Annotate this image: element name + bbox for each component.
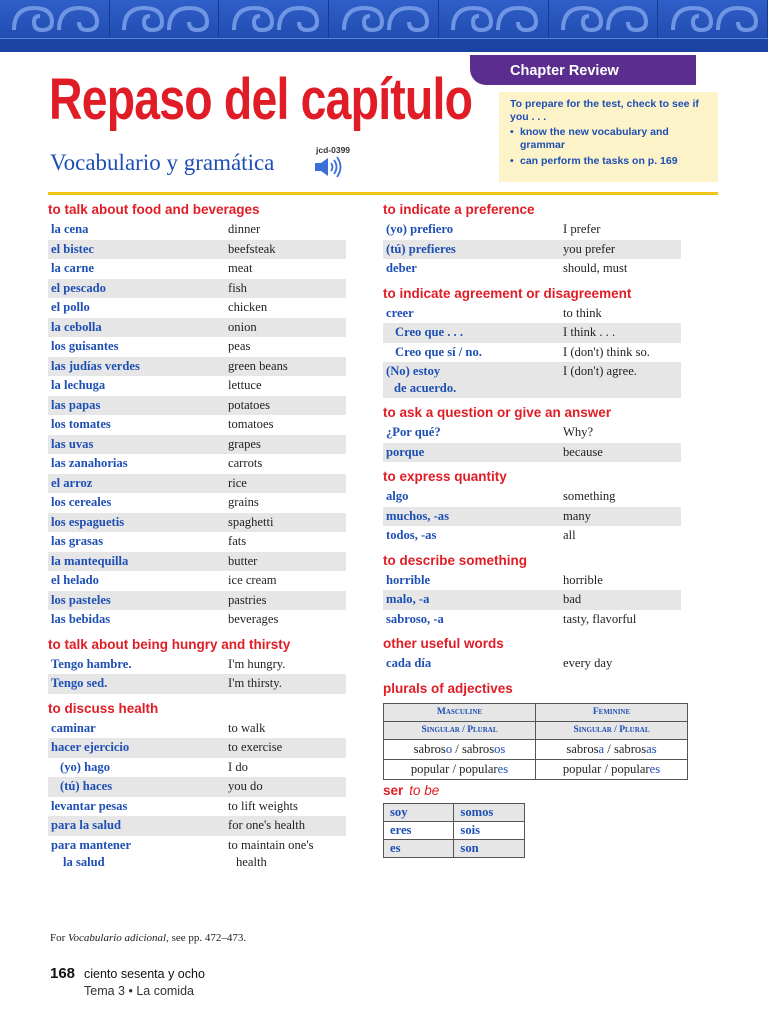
- footnote-italic: Vocabulario adicional,: [68, 932, 169, 944]
- vocab-row: [383, 526, 681, 546]
- section-heading-health: to discuss health: [48, 700, 159, 716]
- spanish-line: la salud: [63, 854, 105, 869]
- vocab-row: [383, 487, 681, 507]
- table-row: [384, 821, 525, 839]
- page-title: Repaso del capítulo: [49, 67, 473, 132]
- spanish-term: el bistec: [51, 241, 95, 256]
- spanish-term: las papas: [51, 397, 101, 412]
- vocab-row: [383, 610, 681, 630]
- section-heading-food: to talk about food and beverages: [48, 202, 260, 217]
- spanish-term: malo, -a: [386, 592, 430, 606]
- glyph-pattern: [0, 0, 768, 38]
- swirl-glyph-icon: [219, 0, 329, 38]
- stem: sabros: [413, 741, 446, 756]
- spanish-term: Creo que . . .: [395, 325, 463, 339]
- vocab-row: [48, 552, 346, 572]
- table-row: [384, 839, 525, 857]
- feminine-forms: [536, 739, 688, 759]
- spanish-term: sabroso, -a: [386, 611, 444, 626]
- vocab-row: [383, 240, 681, 260]
- english-term: to exercise: [228, 740, 283, 754]
- plural-form: sois: [454, 821, 525, 839]
- vocab-row: [48, 610, 346, 630]
- vocab-row: [383, 220, 681, 240]
- swirl-glyph-icon: [0, 0, 110, 38]
- english-term: dinner: [228, 222, 261, 236]
- spanish-term: cada día: [386, 656, 432, 670]
- stem: sabros: [566, 741, 599, 756]
- vocab-row: [383, 304, 681, 324]
- english-term: potatoes: [228, 397, 270, 412]
- masculine-forms: [384, 759, 536, 779]
- vocab-row: [48, 337, 346, 357]
- spanish-term: los tomates: [51, 417, 111, 431]
- english-term: tomatoes: [228, 417, 274, 431]
- vocab-row: [48, 279, 346, 299]
- vocab-row: [48, 655, 346, 675]
- spanish-term: (tú) prefieres: [386, 241, 456, 256]
- english-term: chicken: [228, 300, 268, 314]
- spanish-term: el pollo: [51, 300, 90, 314]
- table-row: [384, 739, 688, 759]
- english-term: I'm thirsty.: [228, 676, 282, 690]
- vocab-row: [383, 423, 681, 443]
- singular-form: soy: [384, 803, 454, 821]
- swirl-glyph-icon: [110, 0, 220, 38]
- vocab-row: [48, 357, 346, 377]
- section-heading-hungry: to talk about being hungry and thirsty: [48, 636, 291, 652]
- english-term: for one's health: [228, 818, 306, 832]
- english-term: beefsteak: [228, 241, 276, 256]
- vocab-row: [383, 443, 681, 463]
- separator: /: [452, 741, 462, 756]
- chapter-review-intro: To prepare for the test, check to see if you . . .: [510, 98, 699, 123]
- ending: as: [646, 741, 657, 756]
- vocab-row: [48, 415, 346, 435]
- spanish-term: deber: [386, 261, 417, 275]
- spanish-term: las zanahorias: [51, 456, 128, 470]
- spanish-term: [383, 363, 563, 397]
- swirl-glyph-icon: [549, 0, 659, 38]
- vocab-row: [383, 571, 681, 591]
- page-number-words: ciento sesenta y ocho: [84, 967, 205, 981]
- english-term: I prefer: [563, 222, 601, 236]
- left-column: [48, 200, 346, 872]
- footnote: [50, 932, 246, 944]
- english-term: grapes: [228, 436, 261, 451]
- chapter-review-list: [510, 126, 708, 168]
- spanish-term: muchos, -as: [386, 508, 449, 523]
- vocab-row: [383, 654, 681, 674]
- spanish-term: horrible: [386, 572, 431, 587]
- vocab-row: [48, 797, 346, 817]
- spanish-line: (No) estoy: [386, 364, 441, 378]
- vocab-row: [48, 396, 346, 416]
- english-term: Why?: [563, 425, 594, 439]
- spanish-term: las uvas: [51, 436, 94, 451]
- spanish-term: el helado: [51, 573, 99, 587]
- page-subtitle: Vocabulario y gramática: [50, 150, 275, 175]
- vocab-row: [383, 323, 681, 343]
- spanish-term: Tengo hambre.: [51, 656, 132, 671]
- spanish-term: (yo) hago: [60, 759, 111, 774]
- ending: a: [598, 741, 605, 756]
- vocab-row: [48, 220, 346, 240]
- spanish-term: los pasteles: [51, 592, 111, 607]
- stem: sabros: [461, 741, 495, 756]
- spanish-term: (tú) haces: [60, 779, 113, 793]
- spanish-term: creer: [386, 305, 414, 320]
- english-term: onion: [228, 319, 257, 334]
- vocab-row: [383, 343, 681, 363]
- vocab-row: [383, 507, 681, 527]
- english-term: lettuce: [228, 378, 262, 392]
- english-term: because: [563, 444, 603, 459]
- table-subheader-row: [384, 721, 688, 739]
- english-term: to lift weights: [228, 798, 298, 813]
- swirl-glyph-icon: [658, 0, 768, 38]
- singular-form: es: [384, 839, 454, 857]
- english-term: I do: [228, 759, 248, 774]
- audio-code: jcd-0399: [316, 145, 351, 155]
- spanish-term: la cena: [51, 222, 89, 236]
- english-term: I think . . .: [563, 325, 616, 339]
- title-divider: [48, 192, 718, 195]
- chapter-review-tab: Chapter Review: [470, 55, 696, 85]
- section-heading-agreement: to indicate agreement or disagreement: [383, 285, 632, 301]
- spanish-term: Creo que sí / no.: [395, 344, 482, 359]
- english-line: health: [236, 854, 267, 869]
- spanish-term: (yo) prefiero: [386, 222, 454, 236]
- vocab-row: [48, 571, 346, 591]
- singular-plural-header: Singular / Plural: [536, 721, 688, 739]
- separator: /: [601, 761, 612, 776]
- english-term: to walk: [228, 720, 266, 735]
- english-term: to think: [563, 305, 602, 320]
- stem: popular: [562, 761, 602, 776]
- vocab-row: [48, 719, 346, 739]
- vocab-row: [48, 738, 346, 758]
- section-heading-describe: to describe something: [383, 552, 528, 568]
- english-term: grains: [228, 495, 259, 509]
- footnote-suffix: see pp. 472–473.: [171, 932, 247, 944]
- english-term: spaghetti: [228, 514, 274, 529]
- vocab-row: [383, 362, 681, 398]
- swirl-glyph-icon: [439, 0, 549, 38]
- spanish-line: de acuerdo.: [394, 381, 457, 395]
- spanish-term: las judías verdes: [51, 358, 140, 373]
- footnote-prefix: For: [50, 932, 66, 944]
- chapter-review-bullet: • know the new vocabulary and grammar: [510, 126, 708, 152]
- section-heading-quantity: to express quantity: [383, 469, 507, 484]
- vocab-row: [48, 435, 346, 455]
- top-decorative-band: [0, 0, 768, 52]
- section-heading-plurals: plurals of adjectives: [383, 680, 513, 696]
- section-heading-preference: to indicate a preference: [383, 202, 535, 217]
- page-number: 168: [50, 965, 76, 982]
- english-term: fish: [228, 280, 247, 295]
- vocab-row: [383, 259, 681, 279]
- stem: sabros: [613, 741, 647, 756]
- vocab-row: [48, 240, 346, 260]
- masculine-header: Masculine: [384, 703, 536, 721]
- english-term: bad: [563, 592, 582, 606]
- chapter-review-box: [499, 92, 718, 182]
- table-row: [384, 759, 688, 779]
- english-term: carrots: [228, 456, 263, 470]
- english-term: ice cream: [228, 573, 277, 587]
- separator: /: [449, 761, 460, 776]
- english-term: all: [563, 528, 576, 542]
- spanish-term: el pescado: [51, 280, 106, 295]
- english-term: should, must: [563, 261, 628, 275]
- vocab-row: [48, 532, 346, 552]
- ending: es: [497, 761, 509, 776]
- vocab-row: [48, 816, 346, 836]
- spanish-term: el arroz: [51, 475, 93, 490]
- vocab-row: [48, 454, 346, 474]
- english-term: I (don't) think so.: [563, 344, 650, 359]
- vocab-row: [48, 474, 346, 494]
- vocab-row: [48, 836, 346, 872]
- masculine-forms: [384, 739, 536, 759]
- spanish-term: la cebolla: [51, 319, 102, 334]
- vocab-row: [48, 376, 346, 396]
- ser-heading: [383, 781, 681, 801]
- adjective-plurals-table: [383, 703, 688, 780]
- spanish-term: los espaguetis: [51, 514, 125, 529]
- english-term: tasty, flavorful: [563, 611, 637, 626]
- ending: es: [649, 761, 661, 776]
- english-term: peas: [228, 339, 251, 353]
- english-term: beverages: [228, 612, 279, 626]
- english-term: you do: [228, 779, 263, 793]
- speaker-icon[interactable]: [314, 156, 344, 178]
- vocab-row: [48, 513, 346, 533]
- spanish-term: las grasas: [51, 534, 104, 548]
- ser-translation: to be: [409, 782, 440, 798]
- chapter-label: Tema 3 • La comida: [84, 984, 194, 998]
- spanish-term: los cereales: [51, 495, 112, 509]
- chapter-review-bullet: • can perform the tasks on p. 169: [510, 155, 708, 168]
- english-term: meat: [228, 261, 253, 275]
- spanish-term: la mantequilla: [51, 553, 129, 568]
- english-term: green beans: [228, 358, 288, 373]
- plural-form: somos: [454, 803, 525, 821]
- swirl-glyph-icon: [329, 0, 439, 38]
- english-term: many: [563, 508, 591, 523]
- spanish-term: para la salud: [51, 818, 121, 832]
- section-heading-question: to ask a question or give an answer: [383, 405, 612, 420]
- vocab-row: [48, 259, 346, 279]
- section-heading-other: other useful words: [383, 636, 504, 651]
- spanish-term: algo: [386, 489, 409, 503]
- right-column: [383, 200, 681, 858]
- vocab-row: [383, 590, 681, 610]
- english-term: horrible: [563, 572, 603, 587]
- spanish-term: las bebidas: [51, 612, 111, 626]
- vocab-row: [48, 318, 346, 338]
- ser-conjugation-table: [383, 803, 525, 858]
- vocab-row: [48, 758, 346, 778]
- ending: os: [494, 741, 506, 756]
- table-row: [384, 803, 525, 821]
- vocab-row: [48, 591, 346, 611]
- english-term: I'm hungry.: [228, 656, 286, 671]
- english-term: fats: [228, 534, 247, 548]
- english-term: pastries: [228, 592, 267, 607]
- vocab-row: [48, 674, 346, 694]
- english-term: butter: [228, 553, 258, 568]
- english-term: I (don't) agree.: [563, 364, 637, 378]
- stem: popular: [410, 761, 450, 776]
- feminine-forms: [536, 759, 688, 779]
- spanish-term: hacer ejercicio: [51, 740, 130, 754]
- spanish-term: los guisantes: [51, 339, 119, 353]
- stem: popular: [459, 761, 498, 776]
- spanish-term: la lechuga: [51, 378, 106, 392]
- spanish-term: Tengo sed.: [51, 676, 108, 690]
- band-stripe: [0, 38, 768, 52]
- plural-form: son: [454, 839, 525, 857]
- vocab-row: [48, 777, 346, 797]
- ser-word: ser: [383, 782, 404, 798]
- english-term: [228, 837, 346, 871]
- spanish-term: caminar: [51, 720, 96, 735]
- spanish-term: porque: [386, 444, 425, 459]
- feminine-header: Feminine: [536, 703, 688, 721]
- ending: o: [445, 741, 453, 756]
- vocab-row: [48, 493, 346, 513]
- spanish-line: para mantener: [51, 837, 132, 852]
- english-term: you prefer: [563, 241, 616, 256]
- singular-form: eres: [384, 821, 454, 839]
- english-term: something: [563, 489, 616, 503]
- vocab-row: [48, 298, 346, 318]
- spanish-term: levantar pesas: [51, 798, 128, 813]
- spanish-term: ¿Por qué?: [386, 425, 441, 439]
- spanish-term: todos, -as: [386, 528, 437, 542]
- english-term: rice: [228, 475, 247, 490]
- singular-plural-header: Singular / Plural: [384, 721, 536, 739]
- spanish-term: [48, 837, 228, 871]
- table-header-row: [384, 703, 688, 721]
- stem: popular: [611, 761, 650, 776]
- spanish-term: la carne: [51, 261, 95, 275]
- english-term: every day: [563, 656, 613, 670]
- english-line: to maintain one's: [228, 837, 314, 852]
- separator: /: [604, 741, 614, 756]
